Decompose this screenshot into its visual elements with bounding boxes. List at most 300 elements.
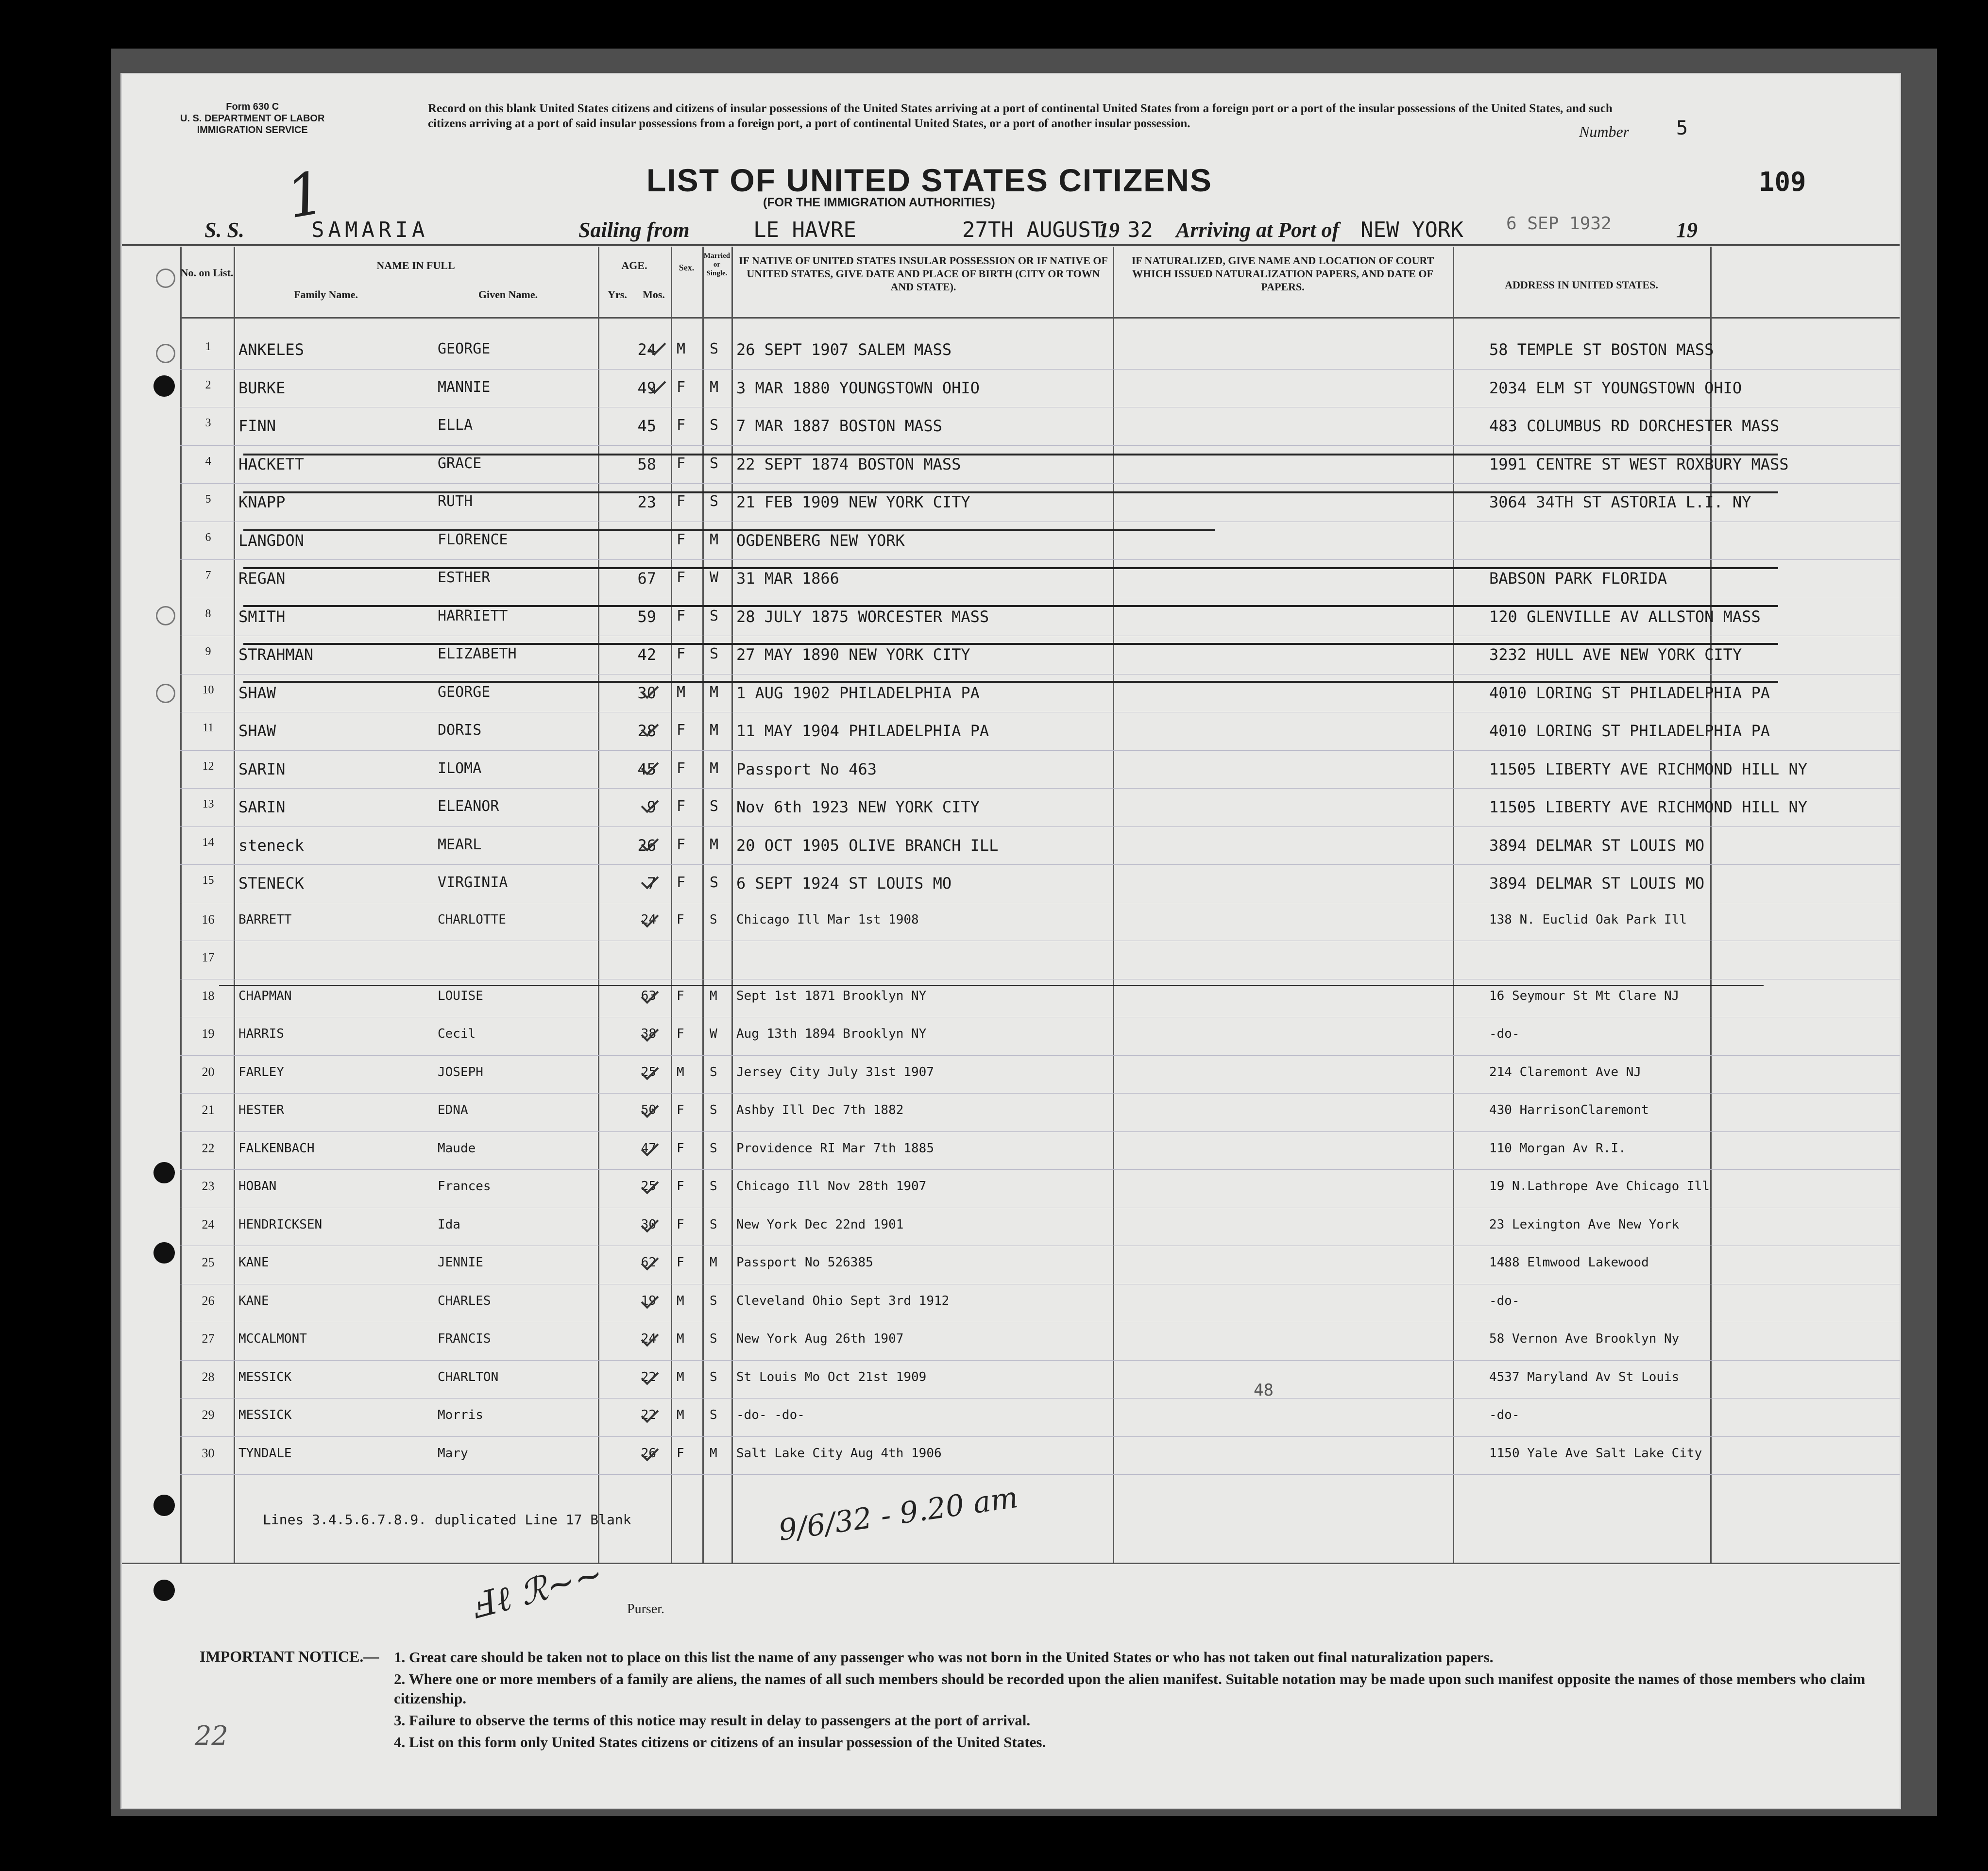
col-header-married: Married or Single. bbox=[703, 252, 731, 277]
row-number: 8 bbox=[205, 607, 211, 620]
sheet-number: 109 bbox=[1759, 167, 1806, 197]
age-years: 22 bbox=[641, 1408, 656, 1422]
age-years: 58 bbox=[637, 455, 656, 473]
sex: F bbox=[677, 1141, 684, 1156]
table-row bbox=[122, 904, 1900, 942]
family-name: LANGDON bbox=[238, 531, 304, 550]
address: 4010 LORING ST PHILADELPHIA PA bbox=[1489, 683, 1770, 702]
family-name: KANE bbox=[238, 1293, 269, 1308]
sailing-label: Sailing from bbox=[578, 218, 690, 242]
number-value: 5 bbox=[1676, 117, 1688, 139]
age-years: 45 bbox=[637, 759, 656, 778]
blank-line-17-rule bbox=[219, 985, 1764, 986]
purser-label: Purser. bbox=[627, 1601, 664, 1617]
given-name: JENNIE bbox=[438, 1255, 483, 1270]
table-row bbox=[122, 1056, 1900, 1094]
family-name: KANE bbox=[238, 1255, 269, 1270]
table-row bbox=[122, 1361, 1900, 1399]
family-name: MCCALMONT bbox=[238, 1332, 307, 1346]
family-name: SMITH bbox=[238, 607, 286, 626]
given-name: GEORGE bbox=[438, 683, 491, 701]
age-years: 25 bbox=[641, 1179, 656, 1194]
family-name: CHAPMAN bbox=[238, 988, 292, 1003]
birth-info: 31 MAR 1866 bbox=[736, 569, 839, 588]
given-name: DORIS bbox=[438, 722, 482, 739]
age-years: 9 bbox=[646, 798, 656, 816]
punch-hole bbox=[153, 1162, 175, 1183]
sex: F bbox=[677, 1217, 684, 1232]
punch-ring bbox=[156, 344, 175, 363]
given-name: MEARL bbox=[438, 836, 482, 853]
address: -do- bbox=[1489, 1408, 1520, 1422]
table-row bbox=[122, 599, 1900, 637]
given-name: ILOMA bbox=[438, 759, 482, 777]
row-number: 26 bbox=[202, 1293, 215, 1308]
row-number: 12 bbox=[202, 759, 214, 773]
address: -do- bbox=[1489, 1293, 1520, 1308]
table-row bbox=[122, 865, 1900, 903]
punch-ring bbox=[156, 606, 175, 625]
sex: F bbox=[677, 798, 686, 815]
given-name: Cecil bbox=[438, 1027, 476, 1041]
birth-info: 21 FEB 1909 NEW YORK CITY bbox=[736, 493, 970, 511]
address: 2034 ELM ST YOUNGSTOWN OHIO bbox=[1489, 378, 1742, 397]
age-years: 47 bbox=[641, 1141, 656, 1156]
col-header-sex: Sex. bbox=[679, 263, 695, 272]
age-years: 25 bbox=[641, 1064, 656, 1079]
row-number: 6 bbox=[205, 531, 211, 544]
record-note: Record on this blank United States citizens and citizens of insular possessions of the United States arriving at a port of continental United States from a foreign port or a port of the insular possessions of the United States, and such citizens arriving at a port of said insular possessions from a foreign port, a port of continental United States, or a port of another insular possession. bbox=[428, 102, 1613, 130]
birth-info: Jersey City July 31st 1907 bbox=[736, 1064, 934, 1079]
given-name: RUTH bbox=[438, 493, 473, 510]
row-rule bbox=[180, 369, 1900, 370]
row-number: 3 bbox=[205, 417, 211, 429]
given-name: ELIZABETH bbox=[438, 645, 517, 662]
address: 3894 DELMAR ST LOUIS MO bbox=[1489, 836, 1705, 855]
sex: F bbox=[677, 493, 686, 510]
row-number: 17 bbox=[202, 950, 215, 964]
row-rule bbox=[180, 1474, 1900, 1475]
col-header-birth: IF NATIVE OF UNITED STATES INSULAR POSSESSION OR IF NATIVE OF UNITED STATES, GIVE DATE AND PLACE OF BIRTH (CITY OR TOWN AND STATE). bbox=[739, 254, 1108, 293]
row-number: 30 bbox=[202, 1446, 215, 1460]
marital-status: S bbox=[710, 1217, 717, 1232]
row-number: 16 bbox=[202, 912, 215, 927]
table-row bbox=[122, 713, 1900, 751]
row-number: 5 bbox=[205, 493, 211, 506]
punch-hole bbox=[153, 375, 175, 397]
row-rule bbox=[180, 826, 1900, 827]
marital-status: M bbox=[710, 988, 717, 1003]
family-name: MESSICK bbox=[238, 1408, 292, 1422]
col-header-name: NAME IN FULL bbox=[376, 259, 455, 271]
marital-status: S bbox=[710, 1103, 717, 1117]
sex: F bbox=[677, 417, 686, 434]
family-name: FARLEY bbox=[238, 1064, 284, 1079]
family-name: KNAPP bbox=[238, 493, 286, 511]
family-name: HARRIS bbox=[238, 1027, 284, 1041]
port-to: NEW YORK bbox=[1360, 218, 1463, 242]
age-years: 26 bbox=[637, 836, 656, 855]
marital-status: S bbox=[710, 493, 719, 510]
notice-2: 2. Where one or more members of a family are aliens, the names of all such members should be recorded upon the alien manifest. Suitable notation may be made upon such manifest opposite the names of those members who claim citizenship. bbox=[394, 1670, 1866, 1707]
age-years: 62 bbox=[641, 1255, 656, 1270]
birth-info: OGDENBERG NEW YORK bbox=[736, 531, 905, 550]
address: 120 GLENVILLE AV ALLSTON MASS bbox=[1489, 607, 1761, 626]
sex: F bbox=[677, 912, 684, 927]
row-number: 15 bbox=[202, 874, 214, 887]
address: 483 COLUMBUS RD DORCHESTER MASS bbox=[1489, 417, 1780, 435]
birth-info: New York Dec 22nd 1901 bbox=[736, 1217, 904, 1232]
sex: M bbox=[677, 340, 686, 357]
row-number: 24 bbox=[202, 1217, 215, 1231]
service: IMMIGRATION SERVICE bbox=[197, 125, 308, 135]
purser-signature: Ⅎℓ ℛ~~ bbox=[468, 1553, 607, 1626]
strike-line-9 bbox=[243, 681, 1778, 683]
given-name: GRACE bbox=[438, 455, 482, 472]
row-number: 11 bbox=[202, 722, 214, 734]
family-name: SHAW bbox=[238, 683, 276, 702]
table-row bbox=[122, 637, 1900, 674]
marital-status: M bbox=[710, 759, 719, 777]
address: 19 N.Lathrope Ave Chicago Ill bbox=[1489, 1179, 1710, 1194]
birth-info: 22 SEPT 1874 BOSTON MASS bbox=[736, 455, 961, 473]
marital-status: M bbox=[710, 1446, 717, 1461]
row-rule bbox=[180, 1398, 1900, 1399]
marital-status: M bbox=[710, 531, 719, 548]
age-years: 30 bbox=[637, 683, 656, 702]
strike-line-6 bbox=[243, 567, 1778, 569]
marital-status: S bbox=[710, 1408, 717, 1422]
row-number: 29 bbox=[202, 1408, 215, 1422]
table-row bbox=[122, 484, 1900, 522]
strike-line-7 bbox=[243, 605, 1778, 607]
page-subtitle: (FOR THE IMMIGRATION AUTHORITIES) bbox=[763, 196, 995, 209]
given-name: JOSEPH bbox=[438, 1064, 483, 1079]
col-header-yrs: Yrs. bbox=[608, 288, 627, 301]
given-name: Morris bbox=[438, 1408, 483, 1422]
department: U. S. DEPARTMENT OF LABOR bbox=[180, 113, 325, 124]
given-name: HARRIETT bbox=[438, 607, 508, 624]
table-row bbox=[122, 1323, 1900, 1361]
birth-info: Cleveland Ohio Sept 3rd 1912 bbox=[736, 1293, 950, 1308]
address: 58 TEMPLE ST BOSTON MASS bbox=[1489, 340, 1714, 359]
address: 3064 34TH ST ASTORIA L.I. NY bbox=[1489, 493, 1751, 511]
col-header-family: Family Name. bbox=[294, 288, 358, 301]
table-row bbox=[122, 1094, 1900, 1132]
age-years: 63 bbox=[641, 988, 656, 1003]
row-rule bbox=[180, 445, 1900, 446]
address: 1488 Elmwood Lakewood bbox=[1489, 1255, 1649, 1270]
age-years: 23 bbox=[637, 493, 656, 511]
birth-info: 26 SEPT 1907 SALEM MASS bbox=[736, 340, 952, 359]
marital-status: S bbox=[710, 1064, 717, 1079]
sex: F bbox=[677, 1179, 684, 1194]
address: 11505 LIBERTY AVE RICHMOND HILL NY bbox=[1489, 798, 1808, 816]
row-rule bbox=[180, 559, 1900, 560]
marital-status: S bbox=[710, 798, 719, 815]
ss-label: S. S. bbox=[204, 218, 244, 242]
family-name: REGAN bbox=[238, 569, 286, 588]
row-number: 7 bbox=[205, 569, 211, 582]
age-years: 28 bbox=[637, 722, 656, 740]
sex: F bbox=[677, 1027, 684, 1041]
family-name: HACKETT bbox=[238, 455, 304, 473]
row-number: 4 bbox=[205, 455, 211, 468]
address: 430 HarrisonClaremont bbox=[1489, 1103, 1649, 1117]
table-row bbox=[122, 751, 1900, 789]
row-number: 27 bbox=[202, 1332, 215, 1346]
year-prefix: 19 bbox=[1098, 218, 1120, 242]
ship-name: SAMARIA bbox=[311, 218, 429, 242]
birth-info: -do- -do- bbox=[736, 1408, 805, 1422]
table-bottom-rule bbox=[122, 1563, 1900, 1564]
family-name: BURKE bbox=[238, 378, 286, 397]
row-number: 22 bbox=[202, 1141, 215, 1155]
marital-status: M bbox=[710, 836, 719, 853]
age-years: 38 bbox=[641, 1027, 656, 1041]
marital-status: W bbox=[710, 569, 719, 586]
birth-info: New York Aug 26th 1907 bbox=[736, 1332, 904, 1346]
sex: F bbox=[677, 569, 686, 586]
age-years: 19 bbox=[641, 1293, 656, 1308]
row-number: 28 bbox=[202, 1369, 215, 1384]
table-row bbox=[122, 1170, 1900, 1208]
address: 4537 Maryland Av St Louis bbox=[1489, 1369, 1680, 1384]
strike-line-8 bbox=[243, 643, 1778, 645]
sailing-date: 27TH AUGUST bbox=[962, 218, 1104, 242]
family-name: SHAW bbox=[238, 722, 276, 740]
birth-info: Ashby Ill Dec 7th 1882 bbox=[736, 1103, 904, 1117]
date-stamp: 6 SEP 1932 bbox=[1506, 214, 1612, 234]
marital-status: M bbox=[710, 722, 719, 739]
given-name: FLORENCE bbox=[438, 531, 508, 548]
family-name: STENECK bbox=[238, 874, 304, 893]
birth-info: Sept 1st 1871 Brooklyn NY bbox=[736, 988, 927, 1003]
arriving-label: Arriving at Port of bbox=[1176, 218, 1340, 242]
sex: F bbox=[677, 1255, 684, 1270]
sex: F bbox=[677, 378, 686, 396]
birth-info: Providence RI Mar 7th 1885 bbox=[736, 1141, 934, 1156]
address: 4010 LORING ST PHILADELPHIA PA bbox=[1489, 722, 1770, 740]
row-number: 18 bbox=[202, 988, 215, 1003]
given-name: ELLA bbox=[438, 417, 473, 434]
age-years: 24 bbox=[637, 340, 656, 359]
sex: F bbox=[677, 645, 686, 662]
birth-info: Passport No 526385 bbox=[736, 1255, 873, 1270]
marital-status: M bbox=[710, 683, 719, 701]
sex: M bbox=[677, 1064, 684, 1079]
col-header-address: ADDRESS IN UNITED STATES. bbox=[1505, 279, 1658, 291]
address: 58 Vernon Ave Brooklyn Ny bbox=[1489, 1332, 1680, 1346]
age-years: 59 bbox=[637, 607, 656, 626]
col-header-mos: Mos. bbox=[643, 288, 665, 301]
marital-status: S bbox=[710, 912, 717, 927]
address: 214 Claremont Ave NJ bbox=[1489, 1064, 1642, 1079]
address: 1150 Yale Ave Salt Lake City bbox=[1489, 1446, 1702, 1461]
age-years: 24 bbox=[641, 1332, 656, 1346]
birth-info: 7 MAR 1887 BOSTON MASS bbox=[736, 417, 942, 435]
sex: F bbox=[677, 607, 686, 624]
birth-info: 11 MAY 1904 PHILADELPHIA PA bbox=[736, 722, 989, 740]
notice-title: IMPORTANT NOTICE.— bbox=[200, 1648, 379, 1665]
family-name: STRAHMAN bbox=[238, 645, 314, 664]
birth-info: Nov 6th 1923 NEW YORK CITY bbox=[736, 798, 980, 816]
row-rule bbox=[180, 1169, 1900, 1170]
given-name: EDNA bbox=[438, 1103, 468, 1117]
table-row bbox=[122, 942, 1900, 979]
row-rule bbox=[180, 1055, 1900, 1056]
row-rule bbox=[180, 1360, 1900, 1361]
sex: M bbox=[677, 1332, 684, 1346]
header-rule bbox=[180, 317, 1900, 319]
punch-hole bbox=[153, 1242, 175, 1264]
sex: M bbox=[677, 1369, 684, 1384]
marital-status: W bbox=[710, 1027, 717, 1041]
port-from: LE HAVRE bbox=[753, 218, 856, 242]
age-years: 30 bbox=[641, 1217, 656, 1232]
marital-status: S bbox=[710, 1332, 717, 1346]
marital-status: S bbox=[710, 607, 719, 624]
row-number: 19 bbox=[202, 1027, 215, 1041]
table-row bbox=[122, 446, 1900, 484]
family-name: FALKENBACH bbox=[238, 1141, 315, 1156]
birth-info: 3 MAR 1880 YOUNGSTOWN OHIO bbox=[736, 378, 980, 397]
punch-ring bbox=[156, 269, 175, 288]
birth-info: 20 OCT 1905 OLIVE BRANCH ILL bbox=[736, 836, 999, 855]
sex: F bbox=[677, 759, 686, 777]
family-name: TYNDALE bbox=[238, 1446, 292, 1461]
marital-status: S bbox=[710, 1293, 717, 1308]
sex: F bbox=[677, 722, 686, 739]
table-row bbox=[122, 560, 1900, 598]
row-number: 20 bbox=[202, 1064, 215, 1079]
table-row bbox=[122, 523, 1900, 560]
given-name: CHARLES bbox=[438, 1293, 491, 1308]
strike-line-3 bbox=[243, 454, 1778, 455]
table-row bbox=[122, 789, 1900, 827]
given-name: VIRGINIA bbox=[438, 874, 508, 891]
row-number: 9 bbox=[205, 645, 211, 658]
given-name: LOUISE bbox=[438, 988, 483, 1003]
sex: M bbox=[677, 1408, 684, 1422]
age-years: 45 bbox=[637, 417, 656, 435]
given-name: GEORGE bbox=[438, 340, 491, 357]
birth-info: Chicago Ill Nov 28th 1907 bbox=[736, 1179, 927, 1194]
address: 110 Morgan Av R.I. bbox=[1489, 1141, 1626, 1156]
age-years: 22 bbox=[641, 1369, 656, 1384]
given-name: CHARLTON bbox=[438, 1369, 499, 1384]
marital-status: S bbox=[710, 340, 719, 357]
given-name: Mary bbox=[438, 1446, 468, 1461]
marital-status: S bbox=[710, 1179, 717, 1194]
age-years: 50 bbox=[641, 1103, 656, 1117]
age-years: 7 bbox=[646, 874, 656, 893]
marital-status: S bbox=[710, 1369, 717, 1384]
row-rule bbox=[180, 483, 1900, 484]
table-row bbox=[122, 1132, 1900, 1170]
birth-info: Passport No 463 bbox=[736, 759, 877, 778]
col-header-naturalized: IF NATURALIZED, GIVE NAME AND LOCATION OF COURT WHICH ISSUED NATURALIZATION PAPERS, AND DATE OF PAPERS. bbox=[1131, 254, 1434, 293]
given-name: ESTHER bbox=[438, 569, 491, 586]
sex: M bbox=[677, 683, 686, 701]
address: 1991 CENTRE ST WEST ROXBURY MASS bbox=[1489, 455, 1789, 473]
family-name: HENDRICKSEN bbox=[238, 1217, 323, 1232]
birth-info: St Louis Mo Oct 21st 1909 bbox=[736, 1369, 927, 1384]
family-name: BARRETT bbox=[238, 912, 292, 927]
row-number: 2 bbox=[205, 378, 211, 391]
table-row bbox=[122, 1285, 1900, 1323]
notice-1: 1. Great care should be taken not to place on this list the name of any passenger who was not born in the United States or who has not taken out final naturalization papers. bbox=[394, 1649, 1494, 1666]
given-name: Frances bbox=[438, 1179, 491, 1194]
punch-hole bbox=[153, 1580, 175, 1601]
count-mark: 48 bbox=[1254, 1381, 1274, 1400]
marital-status: S bbox=[710, 874, 719, 891]
given-name: MANNIE bbox=[438, 378, 491, 396]
row-number: 23 bbox=[202, 1179, 215, 1193]
birth-info: 27 MAY 1890 NEW YORK CITY bbox=[736, 645, 970, 664]
given-name: Ida bbox=[438, 1217, 460, 1232]
number-label: Number bbox=[1579, 123, 1630, 140]
birth-info: Salt Lake City Aug 4th 1906 bbox=[736, 1446, 942, 1461]
page-title: LIST OF UNITED STATES CITIZENS bbox=[646, 162, 1212, 198]
row-rule bbox=[180, 1131, 1900, 1132]
row-rule bbox=[180, 1093, 1900, 1094]
address: 138 N. Euclid Oak Park Ill bbox=[1489, 912, 1687, 927]
duplicated-lines-note: Lines 3.4.5.6.7.8.9. duplicated Line 17 Blank bbox=[263, 1512, 631, 1528]
address: 23 Lexington Ave New York bbox=[1489, 1217, 1680, 1232]
marital-status: S bbox=[710, 455, 719, 472]
age-years: 49 bbox=[637, 378, 656, 397]
table-row bbox=[122, 370, 1900, 408]
address: 16 Seymour St Mt Clare NJ bbox=[1489, 988, 1680, 1003]
sex: M bbox=[677, 1293, 684, 1308]
address: 3232 HULL AVE NEW YORK CITY bbox=[1489, 645, 1742, 664]
family-name: ANKELES bbox=[238, 340, 304, 359]
row-number: 25 bbox=[202, 1255, 215, 1269]
sex: F bbox=[677, 1103, 684, 1117]
given-name: Maude bbox=[438, 1141, 476, 1156]
address: 3894 DELMAR ST LOUIS MO bbox=[1489, 874, 1705, 893]
row-number: 1 bbox=[205, 340, 211, 353]
address: 11505 LIBERTY AVE RICHMOND HILL NY bbox=[1489, 759, 1808, 778]
form-id: Form 630 C bbox=[226, 101, 279, 112]
row-number: 14 bbox=[202, 836, 214, 849]
strike-line-4 bbox=[243, 491, 1778, 493]
table-row bbox=[122, 1399, 1900, 1437]
family-name: HESTER bbox=[238, 1103, 284, 1117]
sex: F bbox=[677, 455, 686, 472]
sex: F bbox=[677, 836, 686, 853]
given-name: CHARLOTTE bbox=[438, 912, 506, 927]
age-years: 26 bbox=[641, 1446, 656, 1461]
notice-3: 3. Failure to observe the terms of this notice may result in delay to passengers at the port of arrival. bbox=[394, 1712, 1031, 1729]
sex: F bbox=[677, 531, 686, 548]
marital-status: M bbox=[710, 1255, 717, 1270]
manifest-page bbox=[120, 73, 1901, 1809]
sex: F bbox=[677, 988, 684, 1003]
table-row bbox=[122, 1018, 1900, 1056]
given-name: FRANCIS bbox=[438, 1332, 491, 1346]
table-row bbox=[122, 1437, 1900, 1475]
row-number: 13 bbox=[202, 798, 214, 810]
marital-status: S bbox=[710, 1141, 717, 1156]
family-name: HOBAN bbox=[238, 1179, 277, 1194]
row-rule bbox=[180, 750, 1900, 751]
age-years: 42 bbox=[637, 645, 656, 664]
age-years: 24 bbox=[641, 912, 656, 927]
col-header-given: Given Name. bbox=[478, 288, 538, 301]
year-suffix: 32 bbox=[1127, 218, 1153, 242]
